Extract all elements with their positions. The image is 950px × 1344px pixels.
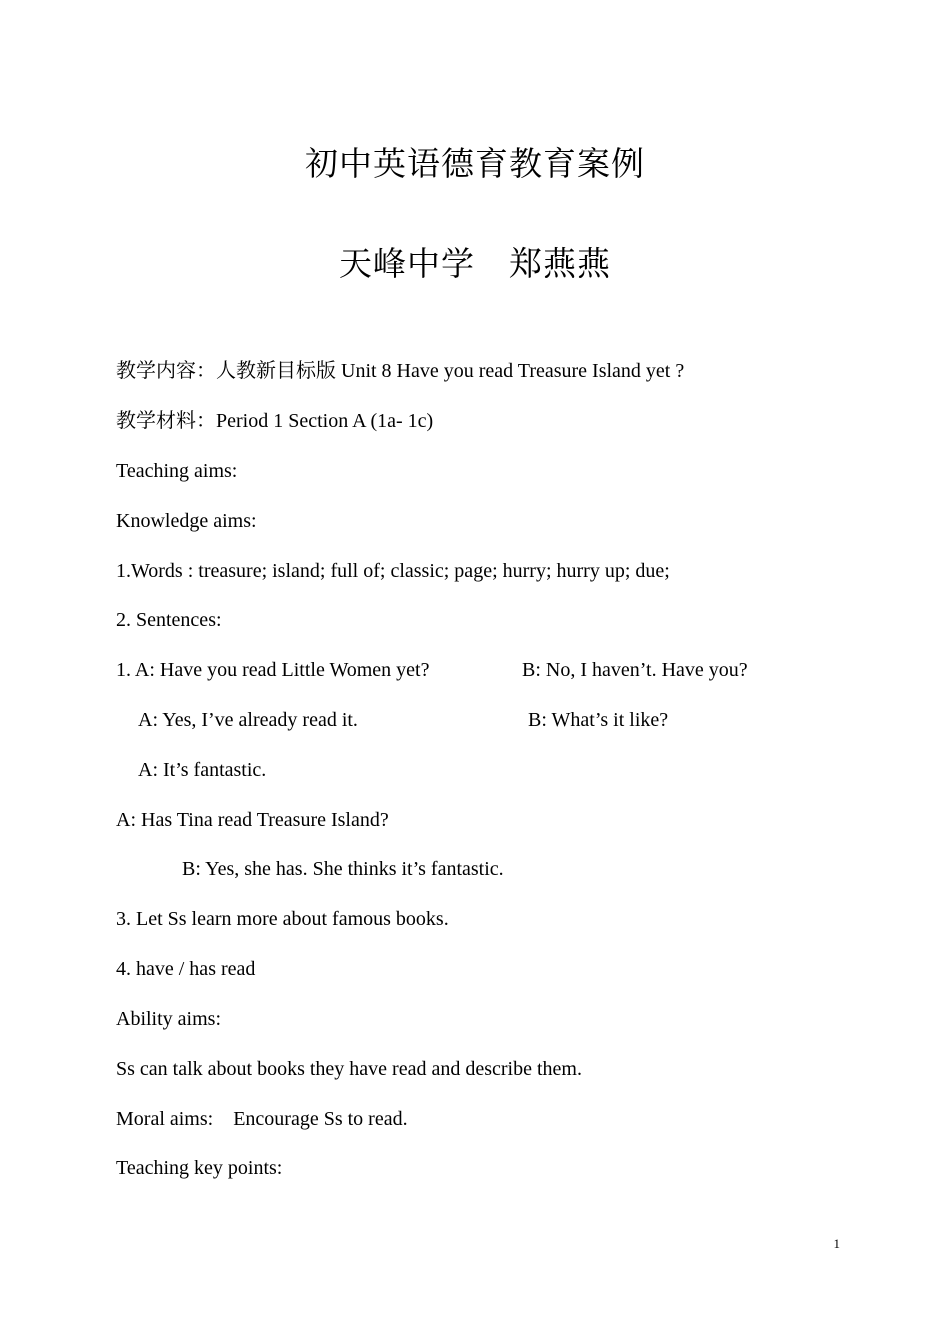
dialog-line-2-right: B: What’s it like? [528,709,669,731]
document-title: 初中英语德育教育案例 [305,147,645,183]
ability-aims-text: Ss can talk about books they have read and describe them. [116,1058,582,1080]
teaching-key-points-heading: Teaching key points: [116,1157,283,1179]
famous-books-line: 3. Let Ss learn more about famous books. [116,908,449,930]
dialog-line-5: B: Yes, she has. She thinks it’s fantastic. [182,858,504,880]
dialog-line-1-left: 1. A: Have you read Little Women yet? [116,659,430,681]
page-number: 1 [833,1236,840,1251]
teaching-material-line: 教学材料：Period 1 Section A (1a- 1c) [116,410,434,432]
knowledge-aims-heading: Knowledge aims: [116,510,257,532]
moral-aims-line: Moral aims: Encourage Ss to read. [116,1108,408,1130]
dialog-line-1-right: B: No, I haven’t. Have you? [522,659,748,681]
dialog-line-3: A: It’s fantastic. [138,759,267,781]
teaching-content-line: 教学内容：人教新目标版 Unit 8 Have you read Treasure Island yet ? [116,360,685,382]
dialog-line-4: A: Has Tina read Treasure Island? [116,809,389,831]
dialog-line-2-left: A: Yes, I’ve already read it. [138,709,358,731]
author-line: 天峰中学 郑燕燕 [339,247,611,283]
words-line: 1.Words : treasure; island; full of; classic; page; hurry; hurry up; due; [116,560,670,582]
teaching-aims-heading: Teaching aims: [116,460,238,482]
ability-aims-heading: Ability aims: [116,1008,221,1030]
sentences-heading: 2. Sentences: [116,609,222,631]
have-has-read-line: 4. have / has read [116,958,256,980]
